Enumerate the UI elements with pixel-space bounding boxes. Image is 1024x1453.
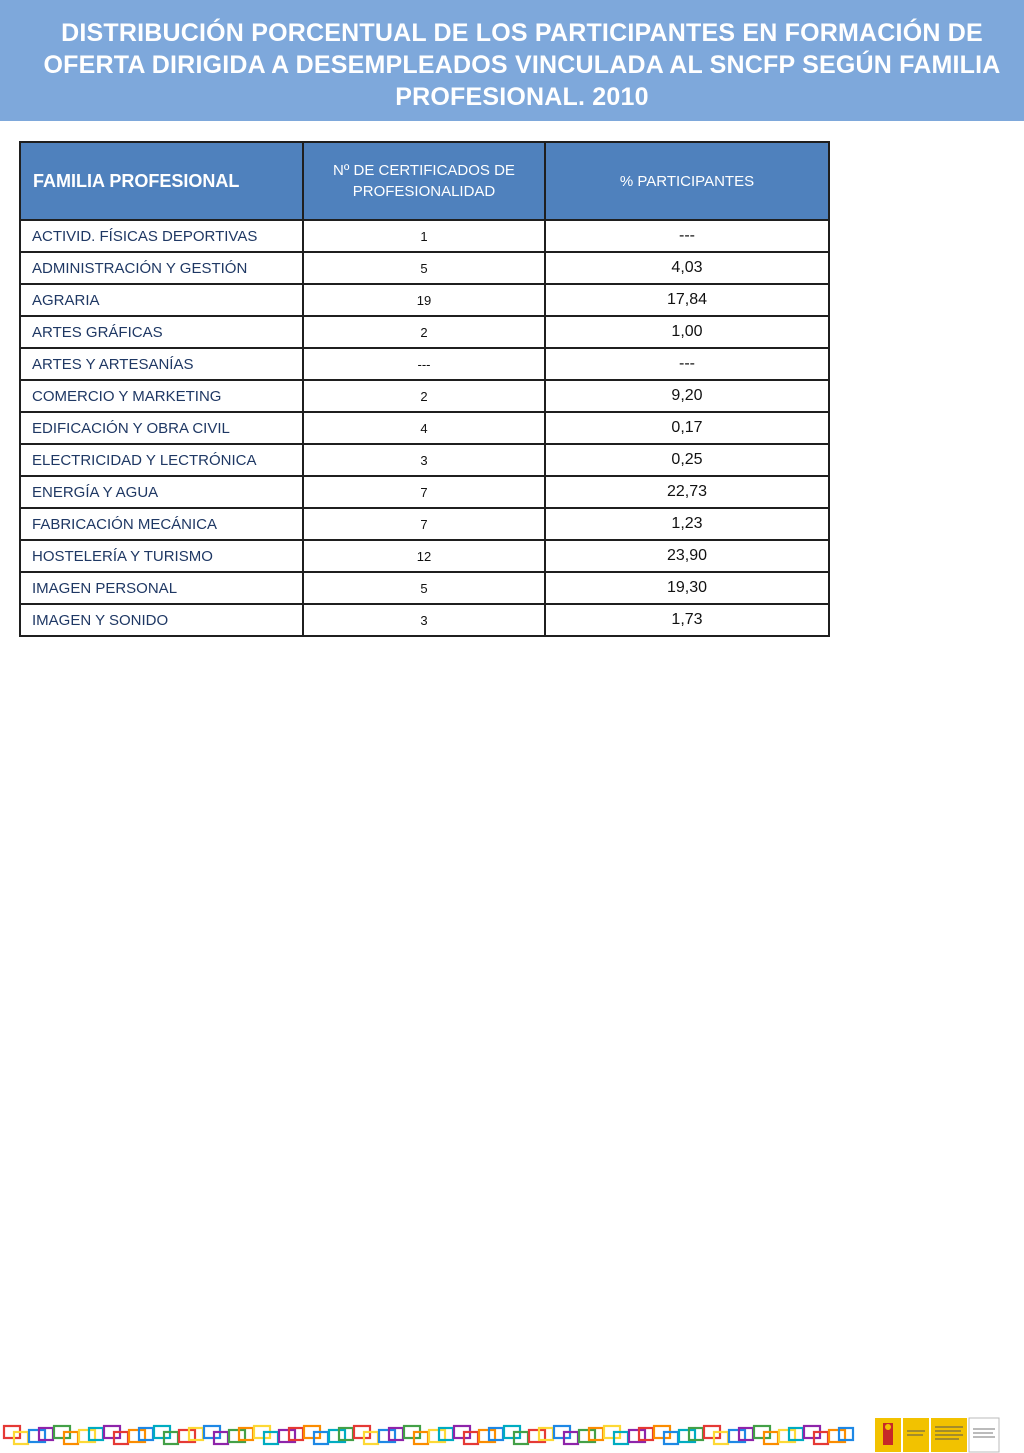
- table-body: [20, 220, 829, 636]
- table-row: [20, 444, 829, 476]
- header-bar: [0, 0, 1024, 121]
- decorative-chain-pattern: [0, 1418, 860, 1452]
- cell-participantes: 17,84: [545, 284, 829, 316]
- cell-familia: IMAGEN PERSONAL: [20, 572, 303, 604]
- cell-certificados: 5: [303, 252, 545, 284]
- table-row: [20, 508, 829, 540]
- page-title: DISTRIBUCIÓN PORCENTUAL DE LOS PARTICIPANTES EN FORMACIÓN DE OFERTA DIRIGIDA A DESEMPLEADOS VINCULADA AL SNCFP SEGÚN FAMILIA PROFESIONAL. 2010: [43, 19, 1001, 111]
- cell-certificados: 5: [303, 572, 545, 604]
- column-header-familia: FAMILIA PROFESIONAL: [20, 142, 303, 220]
- cell-certificados: 3: [303, 444, 545, 476]
- cell-familia: ENERGÍA Y AGUA: [20, 476, 303, 508]
- cell-certificados: 7: [303, 508, 545, 540]
- cell-participantes: 1,23: [545, 508, 829, 540]
- column-header-certificados: Nº DE CERTIFICADOS DE PROFESIONALIDAD: [303, 142, 545, 220]
- cell-certificados: 4: [303, 412, 545, 444]
- cell-familia: ARTES GRÁFICAS: [20, 316, 303, 348]
- cell-familia: FABRICACIÓN MECÁNICA: [20, 508, 303, 540]
- cell-certificados: 1: [303, 220, 545, 252]
- cell-certificados: 19: [303, 284, 545, 316]
- cell-familia: AGRARIA: [20, 284, 303, 316]
- table-row: [20, 220, 829, 252]
- gobierno-de-espana-logo-icon: [873, 1417, 1001, 1453]
- table-header-row: [20, 142, 829, 220]
- table-row: [20, 380, 829, 412]
- cell-participantes: 0,25: [545, 444, 829, 476]
- table-row: [20, 284, 829, 316]
- cell-participantes: 1,00: [545, 316, 829, 348]
- cell-familia: ARTES Y ARTESANÍAS: [20, 348, 303, 380]
- table-row: [20, 604, 829, 636]
- cell-familia: HOSTELERÍA Y TURISMO: [20, 540, 303, 572]
- data-table: [19, 141, 830, 637]
- column-header-participantes: % PARTICIPANTES: [545, 142, 829, 220]
- cell-familia: ADMINISTRACIÓN Y GESTIÓN: [20, 252, 303, 284]
- cell-participantes: ---: [545, 348, 829, 380]
- table-row: [20, 412, 829, 444]
- cell-certificados: 2: [303, 316, 545, 348]
- cell-certificados: 7: [303, 476, 545, 508]
- footer: [0, 706, 1024, 768]
- cell-certificados: 2: [303, 380, 545, 412]
- cell-participantes: 23,90: [545, 540, 829, 572]
- cell-participantes: 19,30: [545, 572, 829, 604]
- table-row: [20, 572, 829, 604]
- table-row: [20, 348, 829, 380]
- cell-familia: COMERCIO Y MARKETING: [20, 380, 303, 412]
- cell-participantes: 22,73: [545, 476, 829, 508]
- cell-familia: IMAGEN Y SONIDO: [20, 604, 303, 636]
- cell-certificados: 12: [303, 540, 545, 572]
- cell-participantes: 4,03: [545, 252, 829, 284]
- table-row: [20, 316, 829, 348]
- table-row: [20, 252, 829, 284]
- cell-certificados: ---: [303, 348, 545, 380]
- cell-certificados: 3: [303, 604, 545, 636]
- cell-participantes: ---: [545, 220, 829, 252]
- cell-familia: ACTIVID. FÍSICAS DEPORTIVAS: [20, 220, 303, 252]
- cell-participantes: 1,73: [545, 604, 829, 636]
- table-row: [20, 540, 829, 572]
- table-row: [20, 476, 829, 508]
- cell-familia: EDIFICACIÓN Y OBRA CIVIL: [20, 412, 303, 444]
- cell-participantes: 0,17: [545, 412, 829, 444]
- cell-familia: ELECTRICIDAD Y LECTRÓNICA: [20, 444, 303, 476]
- cell-participantes: 9,20: [545, 380, 829, 412]
